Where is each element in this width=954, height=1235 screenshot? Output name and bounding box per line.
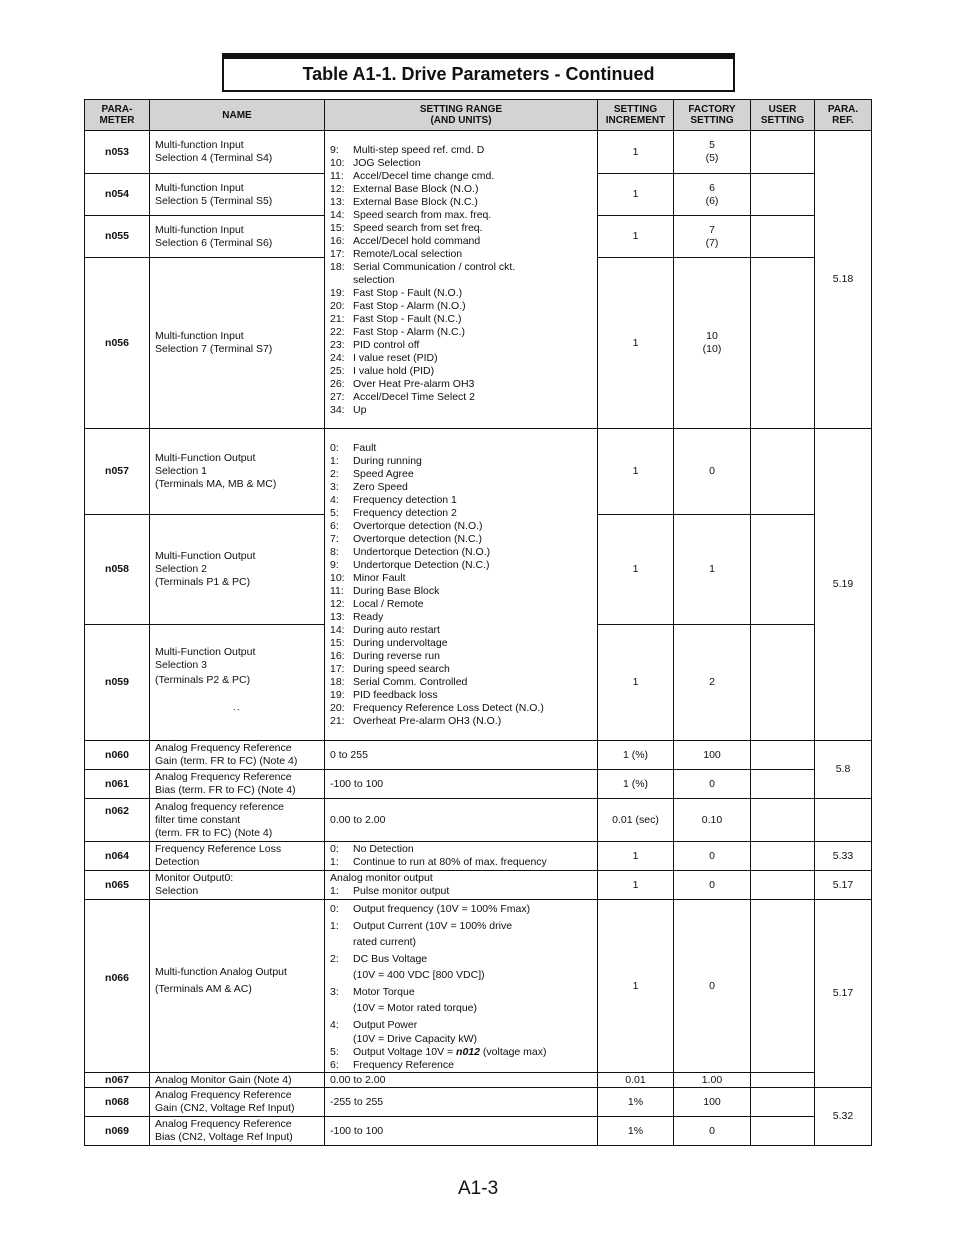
setting-range-list xyxy=(325,429,598,741)
param-id: n067 xyxy=(85,1073,150,1088)
param-name: Multi-Function Output Selection 2 (Terminals P1 & PC) xyxy=(150,515,325,625)
param-name: Analog Frequency Reference Bias (term. FR to FC) (Note 4) xyxy=(150,770,325,799)
range-option: selection xyxy=(353,273,395,286)
range-option: 0: No Detection xyxy=(330,843,414,855)
setting-increment: 1 xyxy=(598,842,674,871)
factory-setting: 0 xyxy=(674,1117,751,1146)
range-option: 4: Frequency detection 1 xyxy=(330,494,457,506)
table-row xyxy=(85,799,872,842)
factory-setting: 2 xyxy=(674,625,751,741)
range-option: 21: Fast Stop - Fault (N.C.) xyxy=(330,312,462,325)
range-option: 34: Up xyxy=(330,403,367,416)
range-option: 18: Serial Comm. Controlled xyxy=(330,676,468,688)
stray-mark: `` xyxy=(233,707,241,718)
table-row xyxy=(85,871,872,900)
setting-increment: 1 xyxy=(598,429,674,515)
setting-increment: 0.01 (sec) xyxy=(598,799,674,842)
param-id: n053 xyxy=(85,131,150,174)
factory-setting: 6 (6) xyxy=(674,174,751,216)
user-setting xyxy=(751,741,815,770)
user-setting xyxy=(751,770,815,799)
header-parameter: PARA- METER xyxy=(85,100,150,131)
range-option: 8: Undertorque Detection (N.O.) xyxy=(330,546,491,558)
setting-increment: 1 xyxy=(598,625,674,741)
page-number: A1-3 xyxy=(458,1178,499,1199)
table-header-row xyxy=(85,100,872,131)
user-setting xyxy=(751,515,815,625)
param-name: Frequency Reference Loss Detection xyxy=(150,842,325,871)
range-option: 20: Frequency Reference Loss Detect (N.O.) xyxy=(330,702,544,714)
table-row xyxy=(85,741,872,770)
range-option: 1: Continue to run at 80% of max. frequency xyxy=(330,856,547,868)
param-id: n066 xyxy=(85,900,150,1073)
param-name: Multi-Function Output Selection 3 (Terminals P2 & PC) `` xyxy=(150,625,325,741)
range-option: 17: During speed search xyxy=(330,663,450,675)
param-id: n054 xyxy=(85,174,150,216)
user-setting xyxy=(751,1088,815,1117)
setting-increment: 1% xyxy=(598,1117,674,1146)
range-option: 13: Ready xyxy=(330,611,384,623)
range-option: 24: I value reset (PID) xyxy=(330,351,438,364)
range-option: 4: Output Power xyxy=(330,1018,418,1031)
range-option: 0: Output frequency (10V = 100% Fmax) xyxy=(330,903,531,915)
header-user-setting: USER SETTING xyxy=(751,100,815,131)
factory-setting: 100 xyxy=(674,1088,751,1117)
table-row xyxy=(85,1073,872,1088)
table-row xyxy=(85,770,872,799)
param-name: Multi-function Analog Output (Terminals AM & AC) xyxy=(150,900,325,1073)
setting-increment: 1 (%) xyxy=(598,741,674,770)
param-id: n064 xyxy=(85,842,150,871)
para-ref xyxy=(815,799,872,842)
param-id: n062 xyxy=(85,799,150,842)
factory-setting: 100 xyxy=(674,741,751,770)
setting-increment: 0.01 xyxy=(598,1073,674,1088)
range-option: 19: Fast Stop - Fault (N.O.) xyxy=(330,286,463,299)
para-ref: 5.17 xyxy=(815,871,872,900)
range-option: 1: Output Current (10V = 100% drive xyxy=(330,919,513,932)
range-option: 26: Over Heat Pre-alarm OH3 xyxy=(330,377,475,390)
range-option: 18: Serial Communication / control ckt. xyxy=(330,260,516,273)
setting-increment: 1 xyxy=(598,515,674,625)
range-option: 23: PID control off xyxy=(330,338,420,351)
param-name: Analog Monitor Gain (Note 4) xyxy=(150,1073,325,1088)
table-row xyxy=(85,1117,872,1146)
range-option: 14: Speed search from max. freq. xyxy=(330,208,492,221)
range-option: 16: During reverse run xyxy=(330,650,440,662)
table-row xyxy=(85,429,872,515)
range-option: 10: JOG Selection xyxy=(330,156,421,169)
factory-setting: 0 xyxy=(674,842,751,871)
header-name: NAME xyxy=(150,100,325,131)
user-setting xyxy=(751,900,815,1073)
range-option: (10V = 400 VDC [800 VDC]) xyxy=(353,969,485,981)
range-option: 0: Fault xyxy=(330,442,377,454)
para-ref: 5.33 xyxy=(815,842,872,871)
range-option: 25: I value hold (PID) xyxy=(330,364,435,377)
range-option: 20: Fast Stop - Alarm (N.O.) xyxy=(330,299,466,312)
param-name: Analog Frequency Reference Gain (CN2, Voltage Ref Input) xyxy=(150,1088,325,1117)
range-option: 11: Accel/Decel time change cmd. xyxy=(330,169,495,182)
param-id: n058 xyxy=(85,515,150,625)
range-option: 2: DC Bus Voltage xyxy=(330,952,428,965)
setting-range-list xyxy=(325,131,598,429)
header-setting-increment: SETTING INCREMENT xyxy=(598,100,674,131)
range-option: 19: PID feedback loss xyxy=(330,689,438,701)
user-setting xyxy=(751,1073,815,1088)
range-option: 5: Frequency detection 2 xyxy=(330,507,457,519)
user-setting xyxy=(751,258,815,429)
setting-increment: 1 xyxy=(598,900,674,1073)
header-para-ref: PARA. REF. xyxy=(815,100,872,131)
factory-setting: 0 xyxy=(674,871,751,900)
range-option: 11: During Base Block xyxy=(330,585,440,597)
drive-parameters-table xyxy=(84,99,872,1146)
range-option: 12: External Base Block (N.O.) xyxy=(330,182,479,195)
range-option: 17: Remote/Local selection xyxy=(330,247,463,260)
range-option: 2: Speed Agree xyxy=(330,468,414,480)
setting-range: 0: Output frequency (10V = 100% Fmax) 1: Output Current (10V = 100% drive rated current) 2: DC Bus Voltage (10V = 400 VDC [800 VDC]) 3: Motor Torque (10V = Motor rated torque) 4: Output Power (10V = Drive Capacity kW) 5: Output Voltage 10V = n012 (voltage max) 6: Frequency Reference xyxy=(325,900,598,1073)
setting-range-list xyxy=(330,901,592,1033)
user-setting xyxy=(751,429,815,515)
setting-range-list xyxy=(325,842,598,871)
user-setting xyxy=(751,1117,815,1146)
setting-range: 0.00 to 2.00 xyxy=(325,1073,598,1088)
table-row xyxy=(85,131,872,174)
para-ref: 5.18 xyxy=(815,131,872,429)
range-option: 6: Overtorque detection (N.O.) xyxy=(330,520,483,532)
param-id: n056 xyxy=(85,258,150,429)
setting-increment: 1 xyxy=(598,131,674,174)
param-reference: n012 xyxy=(456,1046,480,1058)
setting-range: 0 to 255 xyxy=(325,741,598,770)
range-option: 9: Multi-step speed ref. cmd. D xyxy=(330,143,485,156)
param-name: Multi-Function Output Selection 1 (Terminals MA, MB & MC) xyxy=(150,429,325,515)
param-name: Multi-function Input Selection 5 (Terminal S5) xyxy=(150,174,325,216)
para-ref: 5.17 xyxy=(815,900,872,1088)
factory-setting: 0 xyxy=(674,770,751,799)
param-id: n065 xyxy=(85,871,150,900)
range-option: 13: External Base Block (N.C.) xyxy=(330,195,478,208)
setting-range: Analog monitor output 1: Pulse monitor output xyxy=(325,871,598,900)
range-option: 7: Overtorque detection (N.C.) xyxy=(330,533,482,545)
setting-increment: 1 xyxy=(598,174,674,216)
param-id: n060 xyxy=(85,741,150,770)
user-setting xyxy=(751,174,815,216)
header-setting-range: SETTING RANGE (AND UNITS) xyxy=(325,100,598,131)
table-title: Table A1-1. Drive Parameters - Continued xyxy=(222,57,735,92)
setting-increment: 1 xyxy=(598,258,674,429)
table-row xyxy=(85,842,872,871)
table-row xyxy=(85,1088,872,1117)
factory-setting: 5 (5) xyxy=(674,131,751,174)
setting-increment: 1% xyxy=(598,1088,674,1117)
para-ref: 5.8 xyxy=(815,741,872,799)
param-name: Monitor Output0: Selection xyxy=(150,871,325,900)
setting-range-list xyxy=(330,885,592,898)
range-option: 15: During undervoltage xyxy=(330,637,448,649)
range-option: 9: Undertorque Detection (N.C.) xyxy=(330,559,490,571)
param-name: Multi-function Input Selection 4 (Terminal S4) xyxy=(150,131,325,174)
range-option: 21: Overheat Pre-alarm OH3 (N.O.) xyxy=(330,715,502,727)
user-setting xyxy=(751,871,815,900)
factory-setting: 0 xyxy=(674,429,751,515)
param-name: Analog Frequency Reference Gain (term. FR to FC) (Note 4) xyxy=(150,741,325,770)
range-option: 10: Minor Fault xyxy=(330,572,406,584)
param-id: n055 xyxy=(85,216,150,258)
setting-range: -100 to 100 xyxy=(325,1117,598,1146)
user-setting xyxy=(751,799,815,842)
setting-range: 0.00 to 2.00 xyxy=(325,799,598,842)
param-id: n057 xyxy=(85,429,150,515)
para-ref: 5.32 xyxy=(815,1088,872,1146)
param-name: Multi-function Input Selection 7 (Terminal S7) xyxy=(150,258,325,429)
setting-increment: 1 xyxy=(598,216,674,258)
param-id: n059 xyxy=(85,625,150,741)
header-factory-setting: FACTORY SETTING xyxy=(674,100,751,131)
setting-range: -255 to 255 xyxy=(325,1088,598,1117)
param-name: Multi-function Input Selection 6 (Terminal S6) xyxy=(150,216,325,258)
factory-setting: 7 (7) xyxy=(674,216,751,258)
range-option: (10V = Motor rated torque) xyxy=(353,1002,478,1014)
param-id: n068 xyxy=(85,1088,150,1117)
param-id: n061 xyxy=(85,770,150,799)
range-option: 22: Fast Stop - Alarm (N.C.) xyxy=(330,325,466,338)
user-setting xyxy=(751,216,815,258)
table-row xyxy=(85,900,872,1073)
range-option: 16: Accel/Decel hold command xyxy=(330,234,481,247)
param-id: n069 xyxy=(85,1117,150,1146)
range-option: 1: Pulse monitor output xyxy=(330,885,450,897)
param-name: Analog Frequency Reference Bias (CN2, Voltage Ref Input) xyxy=(150,1117,325,1146)
factory-setting: 0 xyxy=(674,900,751,1073)
range-option: 3: Motor Torque xyxy=(330,985,415,998)
range-option: 15: Speed search from set freq. xyxy=(330,221,483,234)
factory-setting: 1.00 xyxy=(674,1073,751,1088)
range-option: 1: During running xyxy=(330,455,422,467)
range-option: 3: Zero Speed xyxy=(330,481,408,493)
para-ref: 5.19 xyxy=(815,429,872,741)
user-setting xyxy=(751,625,815,741)
user-setting xyxy=(751,842,815,871)
setting-range: -100 to 100 xyxy=(325,770,598,799)
param-name: Analog frequency reference filter time constant (term. FR to FC) (Note 4) xyxy=(150,799,325,842)
setting-increment: 1 (%) xyxy=(598,770,674,799)
range-option: rated current) xyxy=(353,936,417,948)
factory-setting: 10 (10) xyxy=(674,258,751,429)
range-option: 12: Local / Remote xyxy=(330,598,424,610)
range-option: 14: During auto restart xyxy=(330,624,440,636)
user-setting xyxy=(751,131,815,174)
factory-setting: 0.10 xyxy=(674,799,751,842)
factory-setting: 1 xyxy=(674,515,751,625)
range-option: 27: Accel/Decel Time Select 2 xyxy=(330,390,475,403)
setting-increment: 1 xyxy=(598,871,674,900)
